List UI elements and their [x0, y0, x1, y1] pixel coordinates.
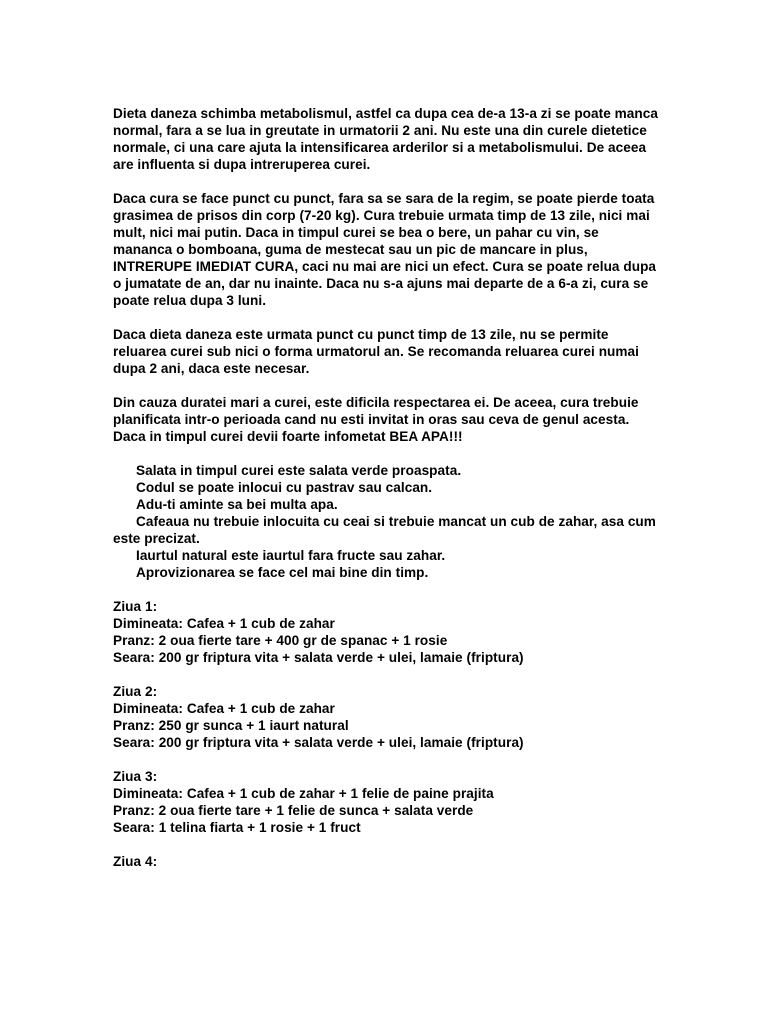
tip-item: Salata in timpul curei este salata verde proaspata.	[136, 463, 462, 478]
planning-paragraph: Din cauza duratei mari a curei, este dificila respectarea ei. De aceea, cura trebuie planificata intr-o perioada cand nu esti invitat in oras sau ceva de genul acesta. Daca in timpul curei devii foarte infometat BEA APA!!!	[113, 395, 639, 444]
day-meal-line: Pranz: 250 gr sunca + 1 iaurt natural	[113, 718, 349, 733]
day-2-section	[113, 683, 658, 751]
rules-paragraph: Daca cura se face punct cu punct, fara sa se sara de la regim, se poate pierde toata grasimea de prisos din corp (7-20 kg). Cura trebuie urmata timp de 13 zile, nici mai mult, nici mai putin. Daca in timpul curei se bea o bere, un pahar cu vin, se mananca o bomboana, guma de mestecat sau un pic de mancare in plus, INTRERUPE IMEDIAT CURA, caci nu mai are nici un efect. Cura se poate relua dupa o jumatate de an, dar nu inainte. Daca nu s-a ajuns mai departe de a 6-a zi, cura se poate relua dupa 3 luni.	[113, 191, 657, 308]
tip-item: Aprovizionarea se face cel mai bine din timp.	[136, 565, 429, 580]
repeat-paragraph: Daca dieta daneza este urmata punct cu punct timp de 13 zile, nu se permite reluarea curei sub nici o forma urmatorul an. Se recomanda reluarea curei numai dupa 2 ani, daca este necesar.	[113, 327, 639, 376]
intro-paragraph: Dieta daneza schimba metabolismul, astfel ca dupa cea de-a 13-a zi se poate manca normal, fara a se lua in greutate in urmatorii 2 ani. Nu este una din curele dietetice normale, ci una care ajuta la intensificarea arderilor si a metabolismului. De aceea are influenta si dupa intreruperea curei.	[113, 106, 658, 172]
day-3-section	[113, 768, 658, 836]
day-4-section	[113, 853, 658, 870]
day-meal-line: Dimineata: Cafea + 1 cub de zahar + 1 felie de paine prajita	[113, 786, 494, 801]
document-page	[113, 105, 658, 887]
tip-item: Iaurtul natural este iaurtul fara fructe sau zahar.	[136, 548, 446, 563]
day-meal-line: Pranz: 2 oua fierte tare + 1 felie de sunca + salata verde	[113, 803, 474, 818]
day-meal-line: Seara: 200 gr friptura vita + salata verde + ulei, lamaie (friptura)	[113, 735, 524, 750]
tips-list	[113, 462, 658, 581]
day-meal-line: Seara: 200 gr friptura vita + salata verde + ulei, lamaie (friptura)	[113, 650, 524, 665]
day-meal-line: Dimineata: Cafea + 1 cub de zahar	[113, 616, 335, 631]
tip-item: Adu-ti aminte sa bei multa apa.	[136, 497, 338, 512]
day-title: Ziua 2:	[113, 684, 158, 699]
day-title: Ziua 3:	[113, 769, 158, 784]
tip-item: Cafeaua nu trebuie inlocuita cu ceai si trebuie mancat un cub de zahar, asa cum este precizat.	[113, 514, 656, 546]
day-meal-line: Pranz: 2 oua fierte tare + 400 gr de spanac + 1 rosie	[113, 633, 448, 648]
tip-item: Codul se poate inlocui cu pastrav sau calcan.	[136, 480, 433, 495]
day-title: Ziua 1:	[113, 599, 158, 614]
day-meal-line: Seara: 1 telina fiarta + 1 rosie + 1 fruct	[113, 820, 361, 835]
day-meal-line: Dimineata: Cafea + 1 cub de zahar	[113, 701, 335, 716]
day-title: Ziua 4:	[113, 854, 158, 869]
day-1-section	[113, 598, 658, 666]
